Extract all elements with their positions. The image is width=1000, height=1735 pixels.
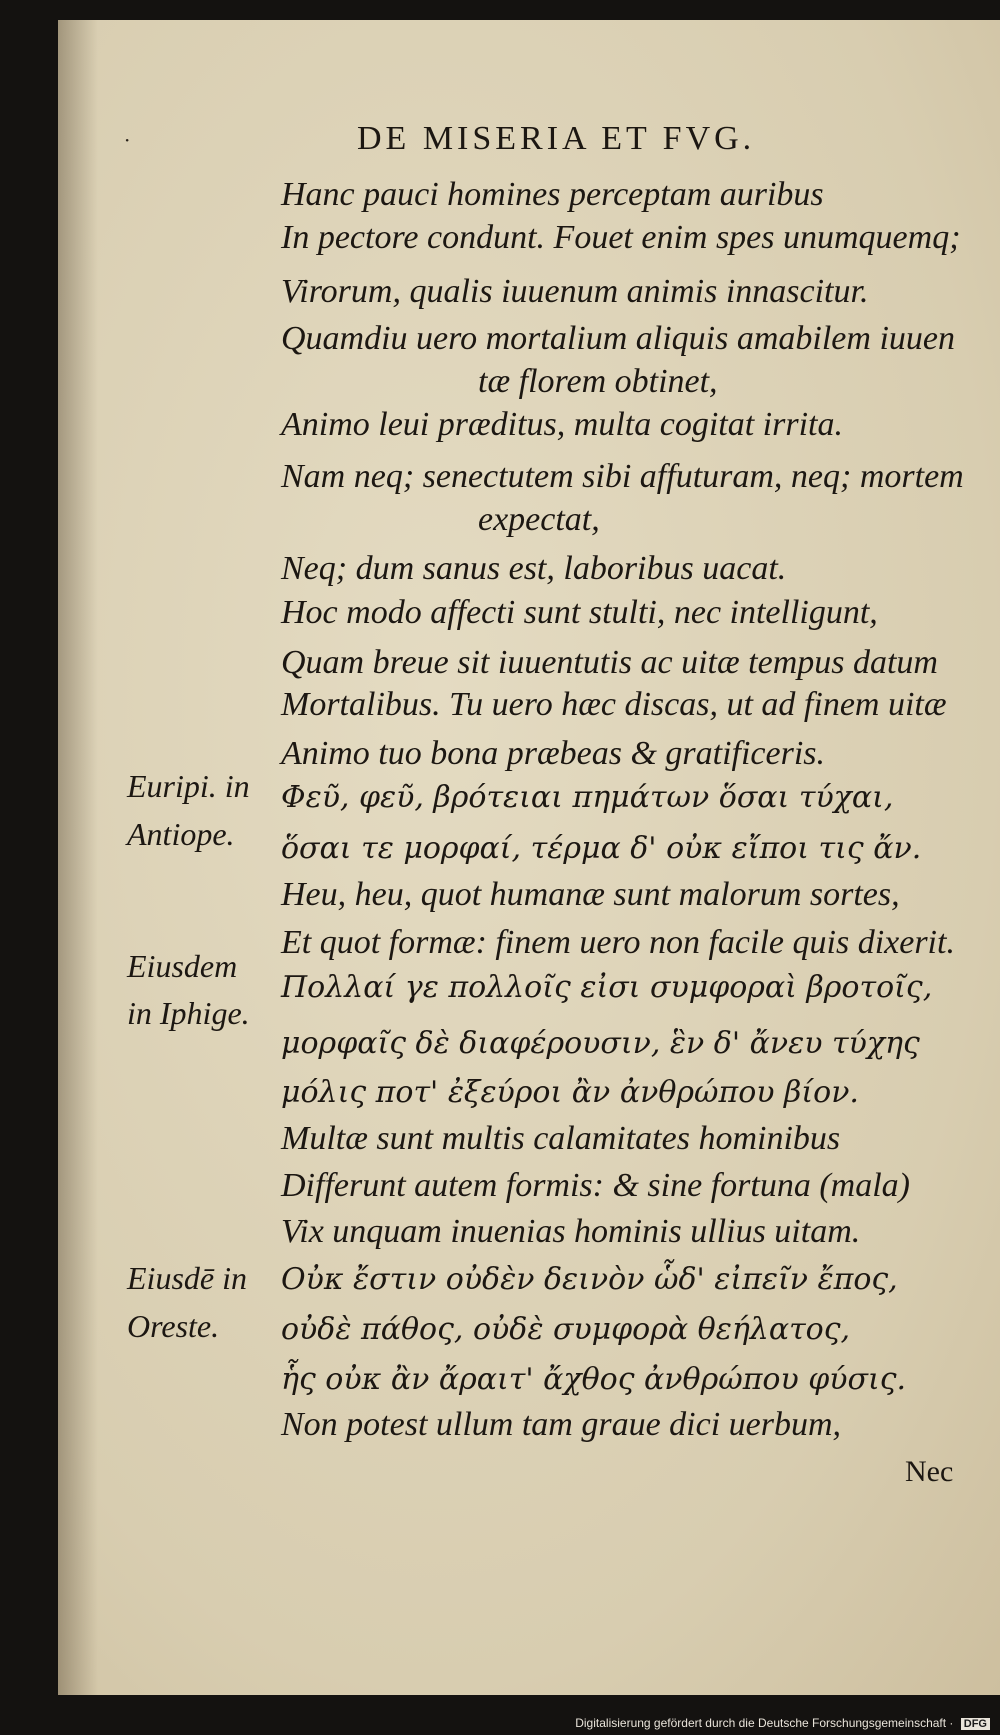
text-line: Et quot formæ: finem uero non facile quis dixerit. <box>281 924 955 961</box>
marginal-note: Eiusdē in <box>127 1260 247 1296</box>
text-line: tæ florem obtinet, <box>478 363 718 400</box>
text-line: Nam neq; senectutem sibi affuturam, neq; mortem <box>281 458 964 495</box>
text-line: Neq; dum sanus est, laboribus uacat. <box>281 550 787 587</box>
margin-mark: · <box>124 128 131 152</box>
text-line: Animo leui præditus, multa cogitat irrita. <box>281 406 843 443</box>
text-line: Virorum, qualis iuuenum animis innascitur. <box>281 273 869 310</box>
text-line: Vix unquam inuenias hominis ullius uitam. <box>281 1213 861 1250</box>
text-line: Hanc pauci homines perceptam auribus <box>281 176 824 213</box>
text-line: Mortalibus. Tu uero hæc discas, ut ad finem uitæ <box>281 686 947 723</box>
text-line: Non potest ullum tam graue dici uerbum, <box>281 1406 842 1443</box>
catchword: Nec <box>905 1455 954 1488</box>
text-line: expectat, <box>478 501 600 538</box>
text-line: Heu, heu, quot humanæ sunt malorum sortes, <box>281 876 900 913</box>
marginal-note: in Iphige. <box>127 995 250 1031</box>
greek-line: Φεῦ, φεῦ, βρότειαι πημάτων ὅσαι τύχαι, <box>281 780 894 815</box>
text-line: Differunt autem formis: & sine fortuna (mala) <box>281 1167 910 1204</box>
text-line: Hoc modo affecti sunt stulti, nec intelligunt, <box>281 594 878 631</box>
marginal-note: Oreste. <box>127 1308 220 1344</box>
text-line: Multæ sunt multis calamitates hominibus <box>281 1120 841 1157</box>
greek-line: μόλις ποτ' ἐξεύροι ἂν ἀνθρώπου βίον. <box>281 1075 859 1110</box>
greek-line: Πολλαί γε πολλοῖς εἰσι συμφοραὶ βροτοῖς, <box>281 970 933 1005</box>
greek-line: ἧς οὐκ ἂν ἄραιτ' ἄχθος ἀνθρώπου φύσις. <box>281 1362 907 1397</box>
marginal-note: Euripi. in <box>127 768 250 804</box>
greek-line: Οὐκ ἔστιν οὐδὲν δεινὸν ὧδ' εἰπεῖν ἔπος, <box>281 1262 898 1297</box>
text-line: Animo tuo bona præbeas & gratificeris. <box>281 735 825 772</box>
page-gutter <box>58 20 98 1695</box>
marginal-note: Antiope. <box>127 816 235 852</box>
greek-line: οὐδὲ πάθος, οὐδὲ συμφορὰ θεήλατος, <box>281 1312 851 1347</box>
footer-text: Digitalisierung gefördert durch die Deutsche Forschungsgemeinschaft · <box>575 1716 954 1730</box>
text-line: Quamdiu uero mortalium aliquis amabilem iuuen <box>281 320 955 357</box>
greek-line: μορφαῖς δὲ διαφέρουσιν, ἓν δ' ἄνευ τύχης <box>281 1026 920 1061</box>
running-header: DE MISERIA ET FVG. <box>357 120 756 157</box>
digitization-footer <box>0 1716 990 1730</box>
text-line: In pectore condunt. Fouet enim spes unumquemq; <box>281 219 961 256</box>
greek-line: ὅσαι τε μορφαί, τέρμα δ' οὐκ εἴποι τις ἄν. <box>281 831 922 866</box>
text-line: Quam breue sit iuuentutis ac uitæ tempus datum <box>281 644 938 681</box>
marginal-note: Eiusdem <box>127 948 238 984</box>
dfg-logo: DFG <box>961 1718 990 1730</box>
